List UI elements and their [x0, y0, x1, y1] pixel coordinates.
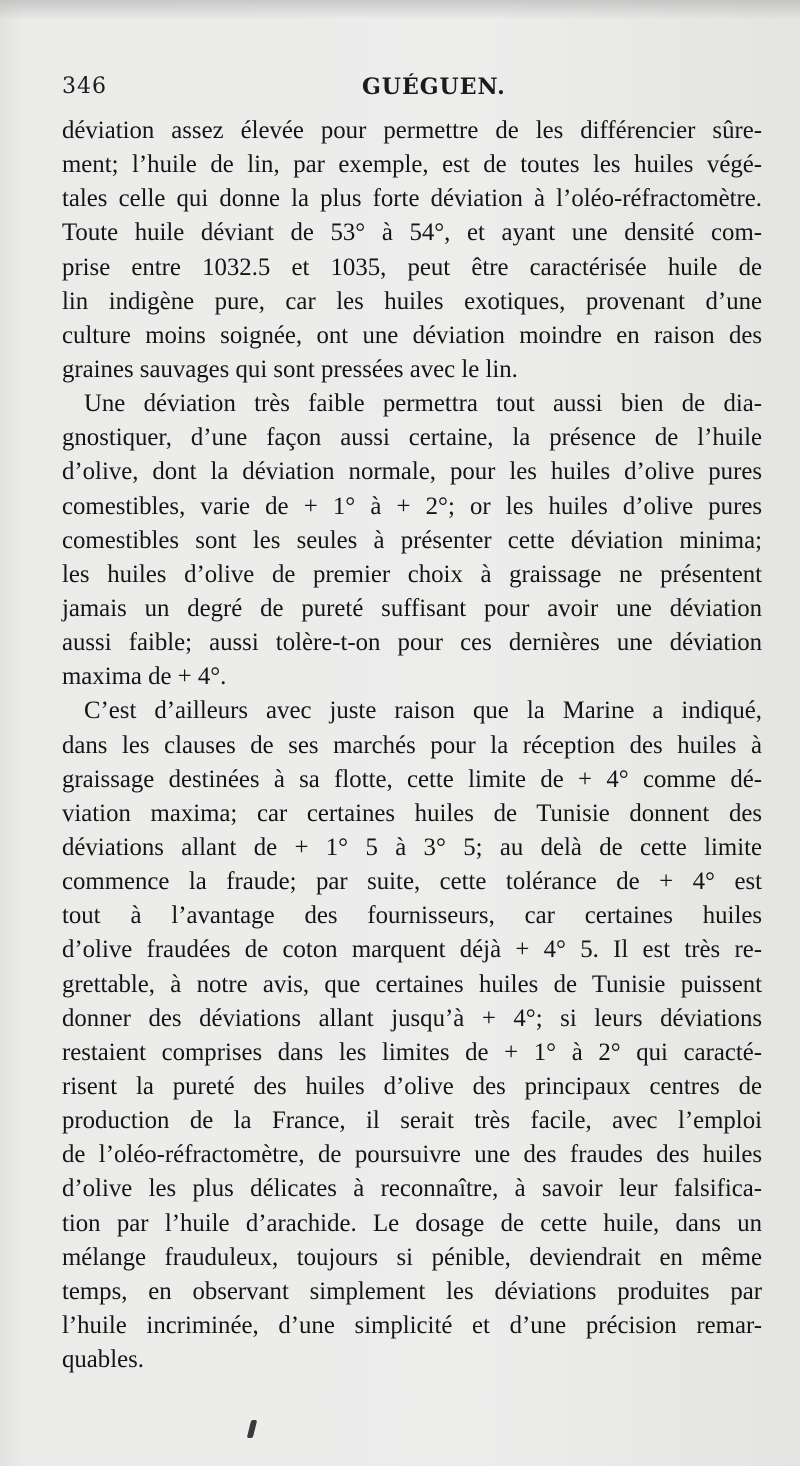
text-line: les huiles d’olive de premier choix à graissage ne présentent — [62, 560, 762, 588]
text-line: culture moins soignée, ont une déviation moindre en raison des — [62, 321, 762, 349]
text-line: tales celle qui donne la plus forte déviation à l’oléo-réfractomètre. — [62, 185, 762, 213]
text-line: production de la France, il serait très facile, avec l’emploi — [62, 1107, 762, 1135]
text-line: aussi faible; aussi tolère-t-on pour ces dernières une déviation — [62, 629, 762, 657]
text-line: Toute huile déviant de 53° à 54°, et ayant une densité com- — [62, 219, 762, 247]
header-title: GUÉGUEN. — [362, 74, 506, 100]
running-header — [62, 74, 762, 114]
text-line: graines sauvages qui sont pressées avec le lin. — [62, 355, 518, 383]
text-line: l’huile incriminée, d’une simplicité et d’une précision remar- — [62, 1311, 762, 1339]
text-line: quables. — [62, 1346, 144, 1374]
text-line: graissage destinées à sa flotte, cette limite de + 4° comme dé- — [62, 765, 762, 793]
ink-mark — [247, 1420, 257, 1438]
text-line: tout à l’avantage des fournisseurs, car certaines huiles — [62, 902, 762, 930]
text-line: ment; l’huile de lin, par exemple, est de toutes les huiles végé- — [62, 151, 762, 179]
text-line: C’est d’ailleurs avec juste raison que la Marine a indiqué, — [84, 697, 762, 725]
scan-shadow — [0, 0, 800, 20]
text-line: risent la pureté des huiles d’olive des principaux centres de — [62, 1072, 762, 1100]
text-line: d’olive les plus délicates à reconnaître, à savoir leur falsifica- — [62, 1175, 762, 1203]
text-line: jamais un degré de pureté suffisant pour avoir une déviation — [62, 594, 762, 622]
text-line: tion par l’huile d’arachide. Le dosage de cette huile, dans un — [62, 1209, 762, 1237]
text-line: prise entre 1032.5 et 1035, peut être caractérisée huile de — [62, 253, 762, 281]
text-line: comestibles sont les seules à présenter cette déviation minima; — [62, 526, 762, 554]
text-line: temps, en observant simplement les déviations produites par — [62, 1277, 762, 1305]
text-line: grettable, à notre avis, que certaines huiles de Tunisie puissent — [62, 970, 762, 998]
body-text — [62, 114, 762, 1377]
text-line: restaient comprises dans les limites de + 1° à 2° qui caracté- — [62, 1038, 762, 1066]
text-line: de l’oléo-réfractomètre, de poursuivre une des fraudes des huiles — [62, 1141, 762, 1169]
text-line: comestibles, varie de + 1° à + 2°; or les huiles d’olive pures — [62, 492, 762, 520]
text-line: mélange frauduleux, toujours si pénible, deviendrait en même — [62, 1243, 762, 1271]
text-line: dans les clauses de ses marchés pour la réception des huiles à — [62, 731, 762, 759]
text-line: déviation assez élevée pour permettre de les différencier sûre- — [62, 117, 762, 144]
text-line: Une déviation très faible permettra tout aussi bien de dia- — [84, 390, 762, 418]
text-line: maxima de + 4°. — [62, 663, 227, 691]
text-line: viation maxima; car certaines huiles de Tunisie donnent des — [62, 799, 762, 827]
text-line: lin indigène pure, car les huiles exotiques, provenant d’une — [62, 287, 762, 315]
page-number: 346 — [62, 74, 107, 99]
text-line: commence la fraude; par suite, cette tolérance de + 4° est — [62, 868, 762, 896]
text-line: déviations allant de + 1° 5 à 3° 5; au delà de cette limite — [62, 833, 762, 861]
text-line: d’olive, dont la déviation normale, pour les huiles d’olive pures — [62, 458, 762, 486]
text-line: d’olive fraudées de coton marquent déjà + 4° 5. Il est très re- — [62, 936, 762, 964]
text-line: gnostiquer, d’une façon aussi certaine, la présence de l’huile — [62, 424, 762, 452]
text-line: donner des déviations allant jusqu’à + 4°; si leurs déviations — [62, 1004, 762, 1032]
